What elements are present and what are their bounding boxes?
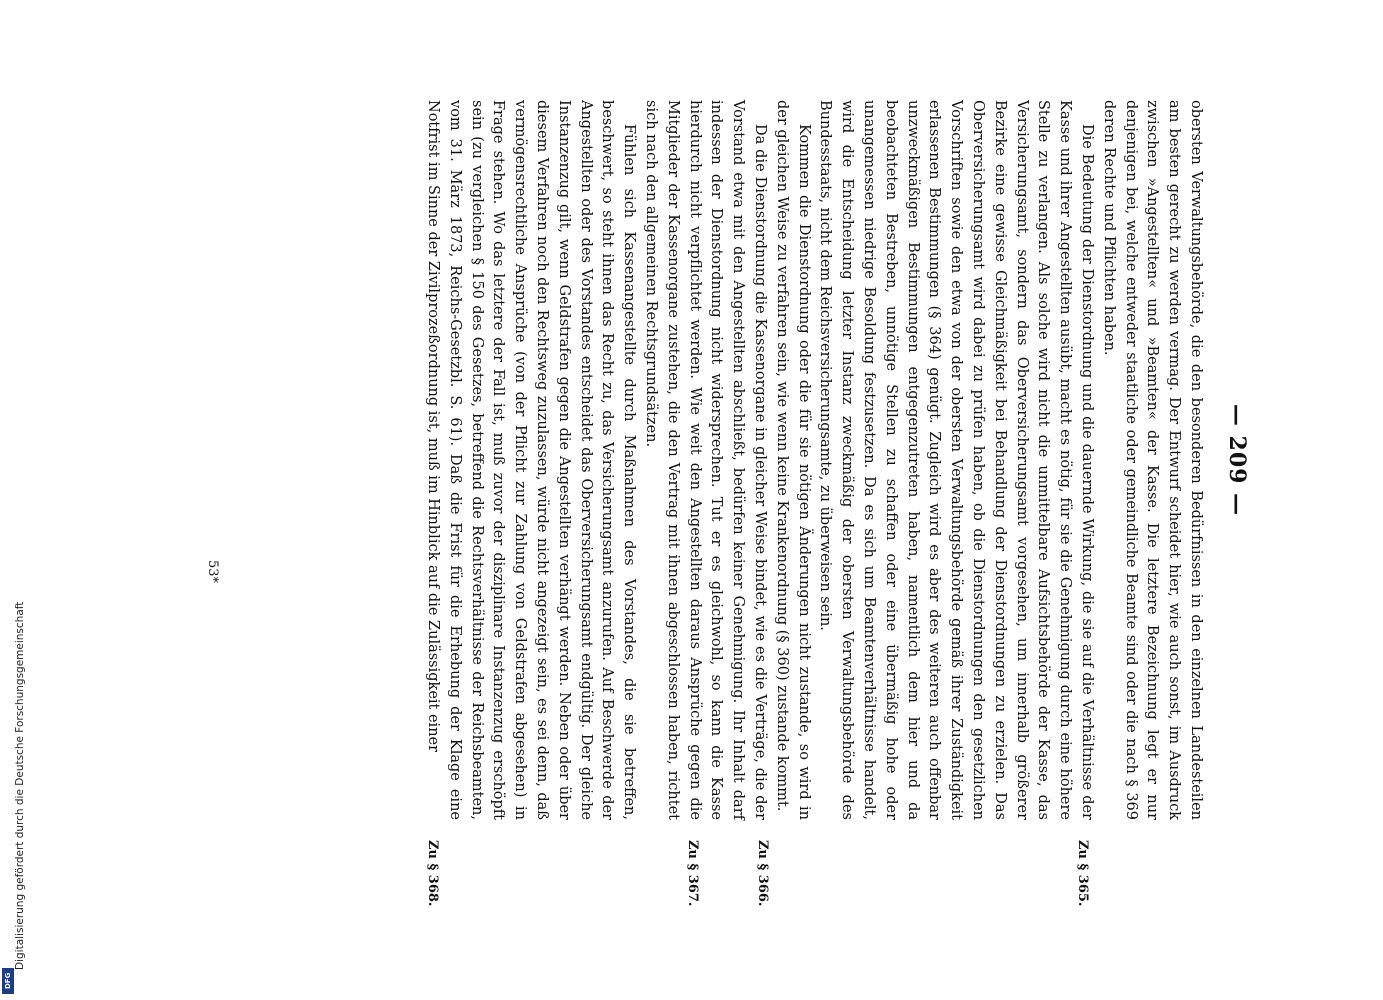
margin-note-365: Zu § 365. (1075, 840, 1090, 907)
dfg-logo: DFG (2, 968, 14, 994)
rotated-page (150, 100, 1250, 907)
signature-mark: 53* (205, 560, 220, 584)
margin-note-368: Zu § 368. (425, 840, 440, 907)
paragraph-368: Fühlen sich Kassenangestellte durch Maßnahmen des Vorstandes, die sie betreffen, beschwert, so steht ihnen das Recht zu, das Versicherungsamt anzurufen. Auf Beschwerde der Angestellten oder des Vorstandes entscheidet das Oberversicherungsamt endgültig. Der gleiche Instanzenzug gilt, wenn Geldstrafen gegen die Angestellten verhängt werden. Neben oder über diesem Verfahren noch den Rechtsweg zuzulassen, würde nicht angezeigt sein, es sei denn, daß vermögensrechtliche Ansprüche (von der Pflicht zur Zahlung von Geldstrafen abgesehen) in Frage stehen. Wo das letztere der Fall ist, muß zuvor der disziplinare Instanzenzug erschöpft sein (zu vergleichen § 150 des Gesetzes, betreffend die Rechtsverhältnisse der Reichsbeamten, vom 31. März 1873, Reichs-Gesetzbl. S. 61). Daß die Frist für die Erhebung der Klage eine Notfrist im Sinne der Zivilprozeßordnung ist, muß im Hinblick auf die Zulässigkeit einer (425, 100, 638, 820)
paragraph-366: Kommen die Dienstordnung oder die für sie nötigen Änderungen nicht zustande, so wird in der gleichen Weise zu verfahren sein, wie wenn keine Krankenordnung (§ 360) zustande kommt. (773, 100, 812, 820)
paragraph-367: Da die Dienstordnung die Kassenorgane in gleicher Weise bindet, wie es die Verträge, die der Vorstand etwa mit den Angestellten abschließt, bedürfen keiner Genehmigung. Ihr Inhalt darf indessen der Dienstordnung nicht widersprechen. Tut er es gleichwohl, so kann die Kasse hierdurch nicht verpflichtet werden. Wie weit den Angestellten daraus Ansprüche gegen die Mitglieder der Kassenorgane zustehen, die den Vertrag mit ihnen abgeschlossen haben, richtet sich nach den allgemeinen Rechtsgrundsätzen. (643, 100, 769, 820)
margin-note-366: Zu § 366. (755, 840, 770, 907)
paragraph-intro: obersten Verwaltungsbehörde, die den besonderen Bedürfnissen in den einzelnen Landesteilen am besten gerecht zu werden vermag. Der Entwurf scheidet hier, wie auch sonst, im Ausdruck zwischen »Angestellten« und »Beamten« der Kasse. Die letztere Bezeichnung legt er nur denjenigen bei, welche entweder staatliche oder gemeindliche Beamte sind oder die nach § 369 deren Rechte und Pflichten haben. (1100, 100, 1204, 820)
digitization-credit: Digitalisierung gefördert durch die Deutsche Forschungsgemeinschaft (14, 601, 26, 970)
page-number: — 209 — (1224, 403, 1250, 517)
paragraph-365: Die Bedeutung der Dienstordnung und die dauernde Wirkung, die sie auf die Verhältnisse der Kasse und ihrer Angestellten ausübt, macht es nötig, für sie die Genehmigung durch eine höhere Stelle zu verlangen. Als solche wird nicht die unmittelbare Aufsichtsbehörde der Kasse, das Versicherungsamt, sondern das Oberversicherungsamt vorgesehen, um innerhalb größerer Bezirke eine gewisse Gleichmäßigkeit bei Behandlung der Dienstordnungen zu erzielen. Das Oberversicherungsamt wird dabei zu prüfen haben, ob die Dienstordnungen den gesetzlichen Vorschriften sowie den etwa von der obersten Verwaltungsbehörde gemäß ihrer Zuständigkeit erlassenen Bestimmungen (§ 364) genügt. Zugleich wird es aber des weiteren auch offenbar unzweckmäßigen Bestimmungen entgegenzutreten haben, namentlich dem hier und da beobachteten Bestreben, unnötige Stellen zu schaffen oder eine übermäßig hohe oder unangemessen niedrige Besoldung festzusetzen. Da es sich um Beamtenverhältnisse handelt, wird die Entscheidung letzter Instanz zweckmäßig der obersten Verwaltungsbehörde des Bundesstaats, nicht dem Reichsversicherungsamte, zu überweisen sein. (817, 100, 1096, 820)
margin-note-367: Zu § 367. (685, 840, 700, 907)
body-text (421, 100, 1206, 820)
